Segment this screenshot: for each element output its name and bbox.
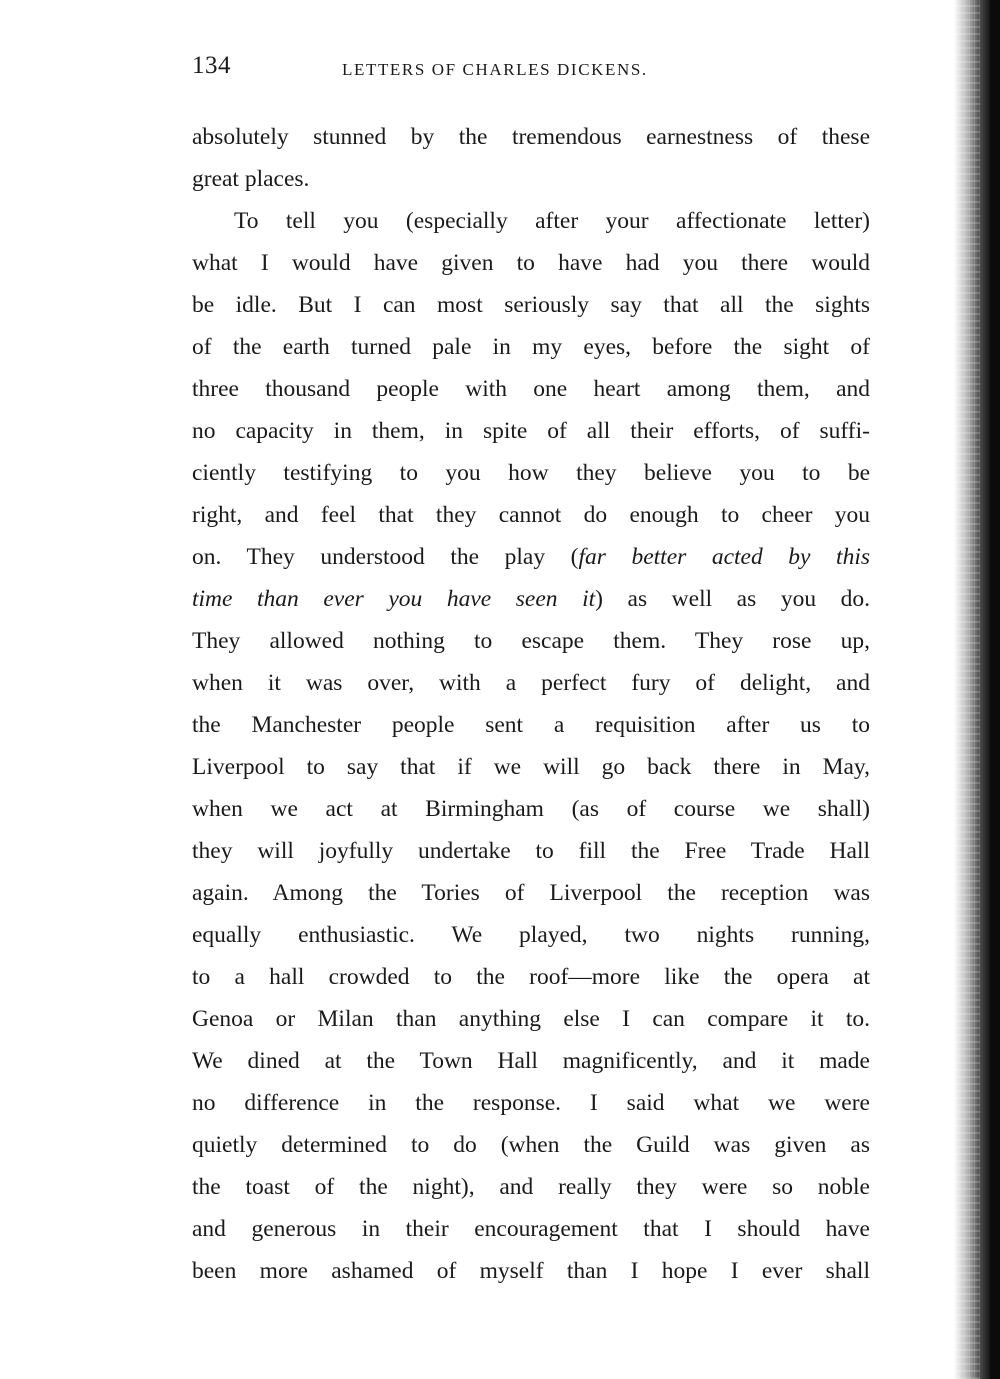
text-line: great places. (192, 166, 310, 192)
text-line: they will joyfully undertake to fill the Free Trade Hall (192, 838, 870, 864)
text-line (192, 578, 870, 620)
text-line: the Manchester people sent a requisition after us to (192, 712, 870, 738)
text-line: right, and feel that they cannot do enough to cheer you (192, 502, 870, 528)
text-line: been more ashamed of myself than I hope I ever shall (192, 1258, 870, 1284)
text-line: quietly determined to do (when the Guild was given as (192, 1132, 870, 1158)
text-line: absolutely stunned by the tremendous earnestness of these (192, 124, 870, 150)
text-line: when we act at Birmingham (as of course we shall) (192, 796, 870, 822)
text-line: ciently testifying to you how they believe you to be (192, 460, 870, 486)
text-segment: ) as well as you do. (595, 586, 870, 612)
page-header (192, 52, 872, 88)
text-line: no capacity in them, in spite of all their efforts, of suffi- (192, 418, 870, 444)
text-line: no difference in the response. I said what we were (192, 1090, 870, 1116)
text-line: Liverpool to say that if we will go back there in May, (192, 754, 870, 780)
text-line: to a hall crowded to the roof—more like the opera at (192, 964, 870, 990)
text-line: when it was over, with a perfect fury of delight, and (192, 670, 870, 696)
text-line: and generous in their encouragement that I should have (192, 1216, 870, 1242)
text-line (192, 536, 870, 578)
text-line: Genoa or Milan than anything else I can compare it to. (192, 1006, 870, 1032)
text-line: equally enthusiastic. We played, two nights running, (192, 922, 870, 948)
page-edge-border (990, 0, 1000, 1379)
text-segment: on. They understood the play ( (192, 544, 579, 570)
body-text (192, 116, 870, 1292)
text-line: be idle. But I can most seriously say that all the sights (192, 292, 870, 318)
text-line: of the earth turned pale in my eyes, before the sight of (192, 334, 870, 360)
text-line: again. Among the Tories of Liverpool the reception was (192, 880, 870, 906)
text-line: We dined at the Town Hall magnificently, and it made (192, 1048, 870, 1074)
text-line: what I would have given to have had you there would (192, 250, 870, 276)
text-line: three thousand people with one heart among them, and (192, 376, 870, 402)
page-number: 134 (192, 52, 231, 79)
page-edge-texture (954, 0, 980, 1379)
running-head: LETTERS OF CHARLES DICKENS. (342, 60, 648, 79)
text-line: They allowed nothing to escape them. They rose up, (192, 628, 870, 654)
italic-phrase: far better acted by this (578, 544, 870, 570)
text-line: To tell you (especially after your affectionate letter) (234, 208, 870, 234)
text-line: the toast of the night), and really they were so noble (192, 1174, 870, 1200)
italic-phrase: time than ever you have seen it (192, 586, 596, 612)
